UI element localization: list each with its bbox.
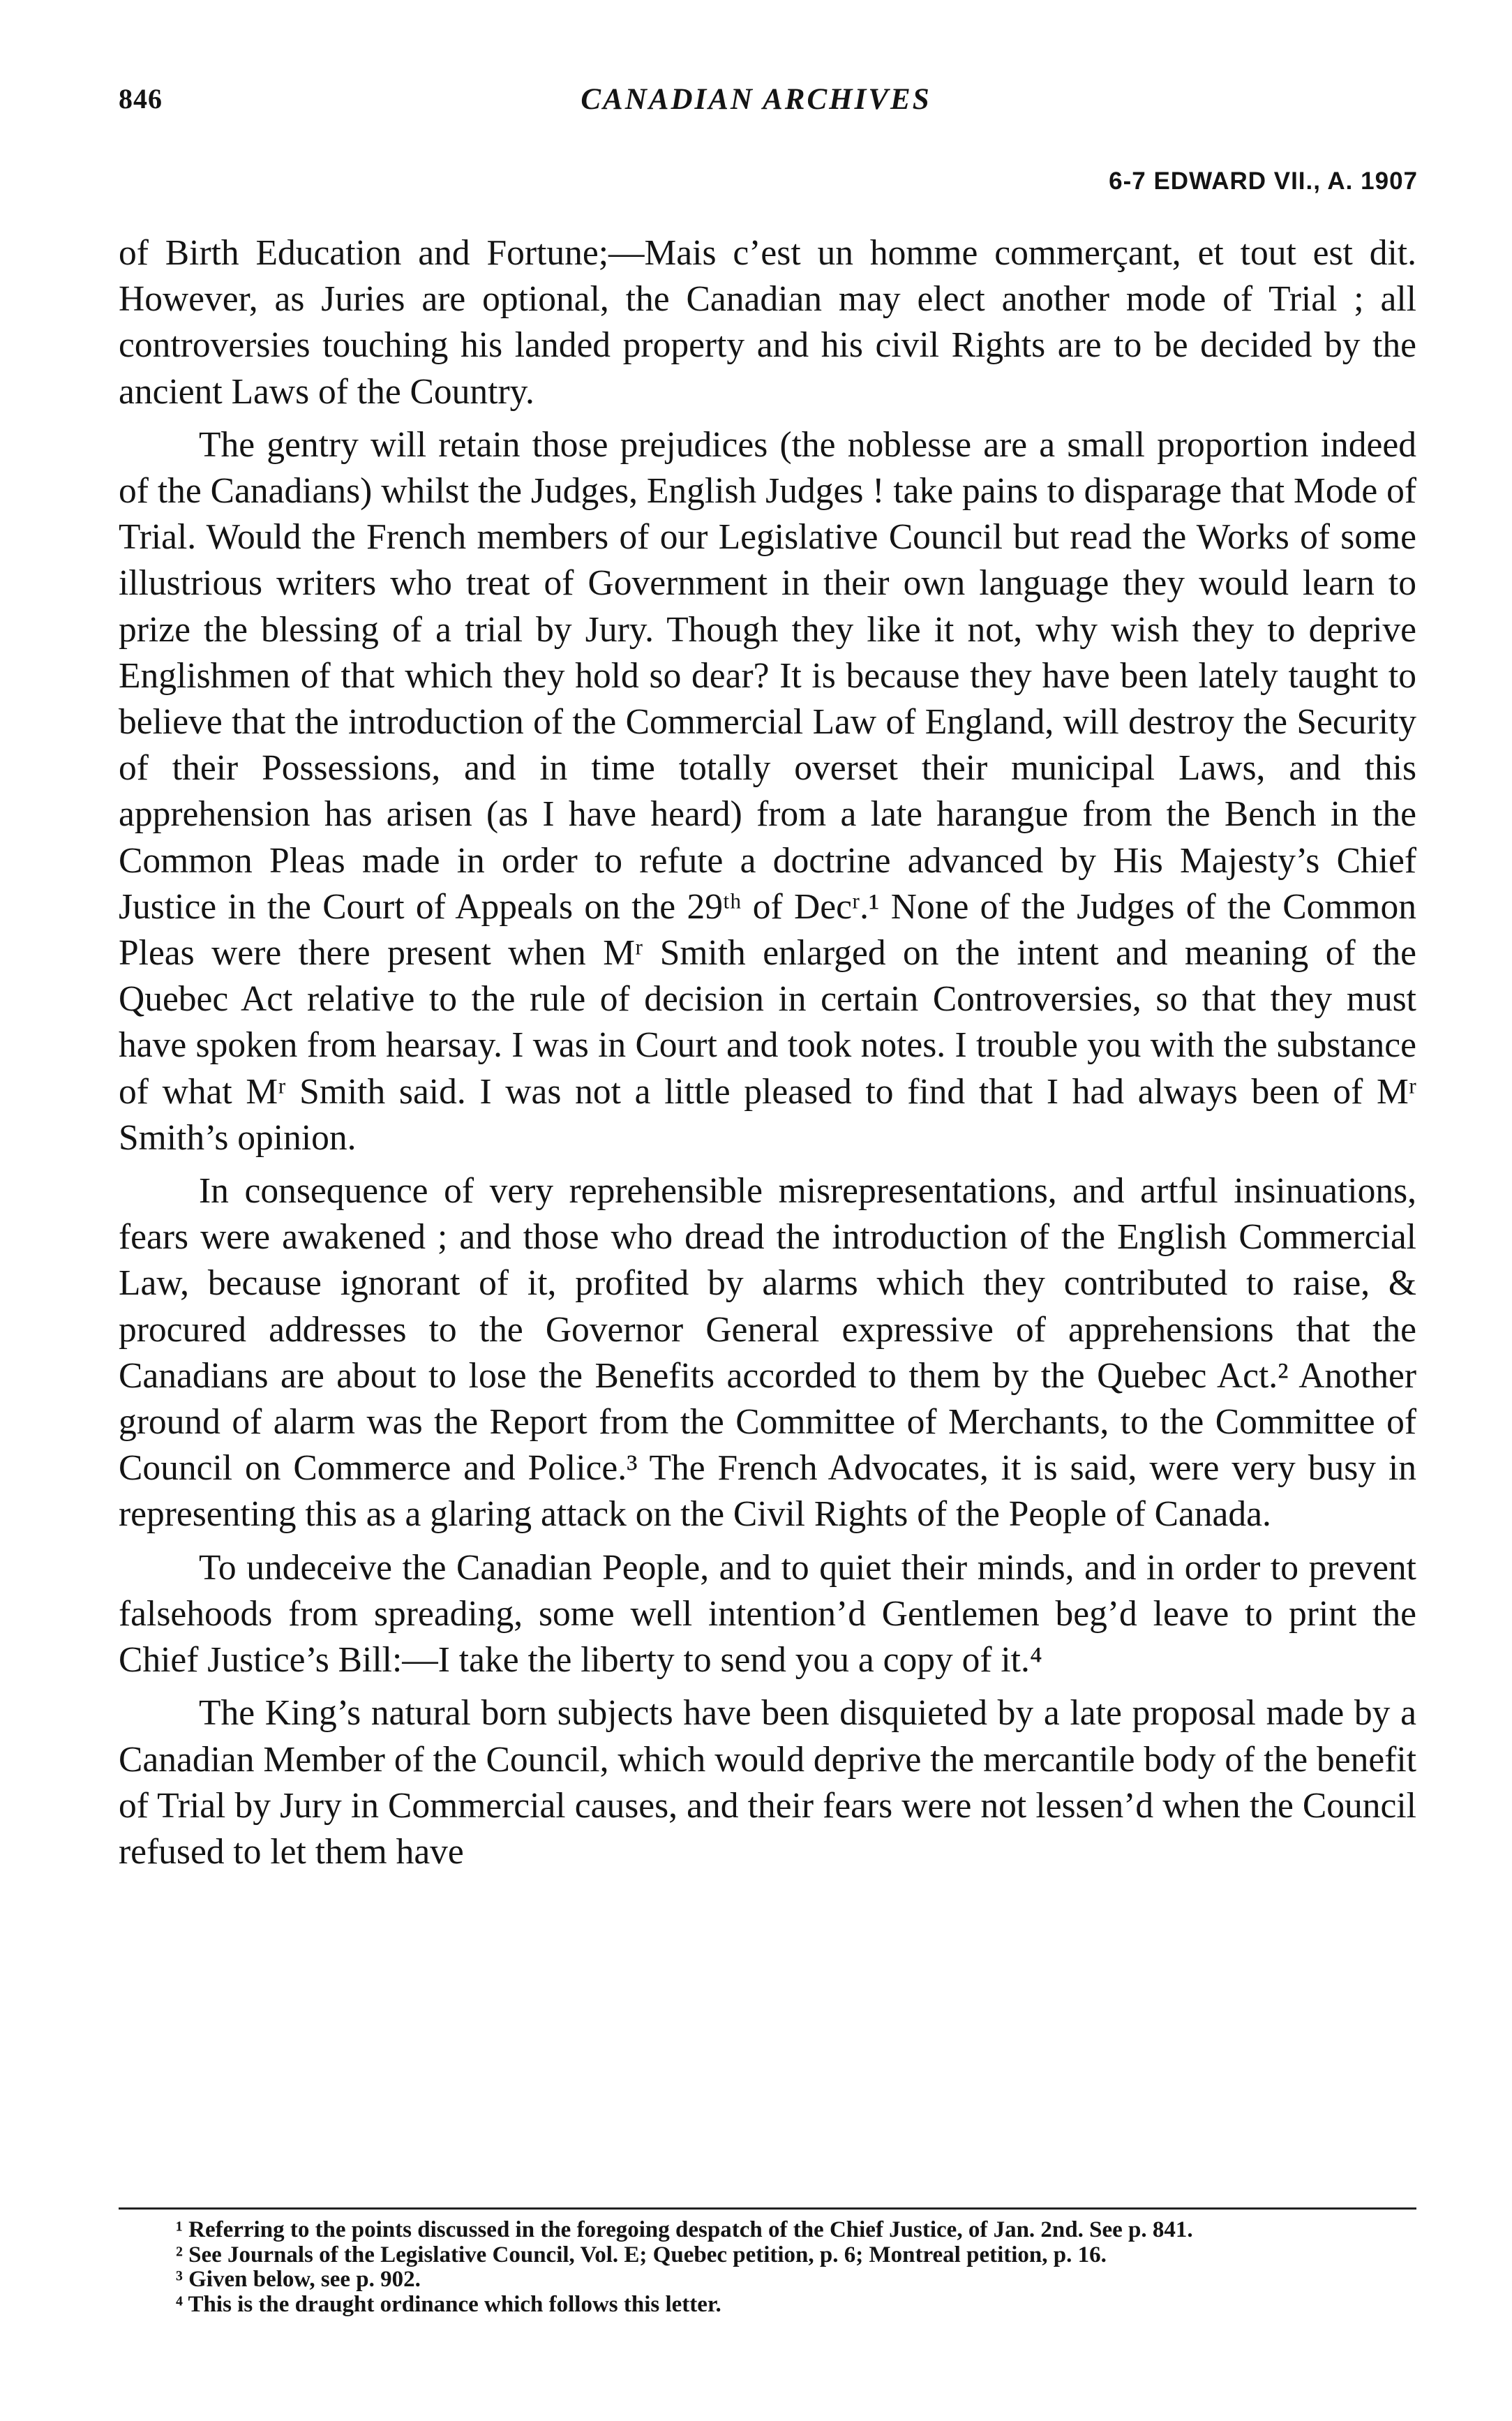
paragraph-5: The King’s natural born subjects have been disquieted by a late proposal made by a Canadian Member of the Council, which would deprive the mercantile body of the benefit of Trial by Jury in Commercial causes, and their fears were not lessen’d when the Council refused to let them have (119, 1693, 1416, 1872)
paragraph-1: of Birth Education and Fortune;—Mais c’est un homme commerçant, et tout est dit. However, as Juries are optional, the Canadian may elect another mode of Trial ; all controversies touching his landed property and his civil Rights are to be decided by the ancient Laws of the Country. (119, 233, 1416, 412)
footnote-1: ¹ Referring to the points discussed in the foregoing despatch of the Chief Justice, of Jan. 2nd. See p. 841. (176, 2217, 1193, 2242)
paragraph-3: In consequence of very reprehensible misrepresentations, and artful insinuations, fears were awakened ; and those who dread the introduction of the English Commercial Law, because ignorant of it, profited by alarms which they contributed to raise, & procured addresses to the Governor General expressive of apprehensions that the Canadians are about to lose the Benefits accorded to them by the Quebec Act.² Another ground of alarm was the Report from the Committee of Merchants, to the Committee of Council on Commerce and Police.³ The French Advocates, it is said, were very busy in representing this as a glaring attack on the Civil Rights of the People of Canada. (119, 1171, 1416, 1535)
footnote-2: ² See Journals of the Legislative Council, Vol. E; Quebec petition, p. 6; Montreal petition, p. 16. (176, 2242, 1107, 2267)
body-text (119, 230, 1416, 1882)
footnotes (119, 2218, 1416, 2317)
page-number: 846 (119, 83, 163, 114)
running-head: CANADIAN ARCHIVES (581, 83, 931, 116)
paragraph-4: To undeceive the Canadian People, and to quiet their minds, and in order to prevent falsehoods from spreading, some well intention’d Gentlemen beg’d leave to print the Chief Justice’s Bill:—I take the liberty to send you a copy of it.⁴ (119, 1547, 1416, 1681)
footnote-3: ³ Given below, see p. 902. (176, 2267, 421, 2292)
session-label: 6-7 EDWARD VII., A. 1907 (1109, 167, 1418, 195)
footnote-divider (119, 2207, 1416, 2210)
footnote-4: ⁴ This is the draught ordinance which follows this letter. (176, 2291, 721, 2317)
paragraph-2: The gentry will retain those prejudices (the noblesse are a small proportion indeed of the Canadians) whilst the Judges, English Judges ! take pains to disparage that Mode of Trial. Would the French members of our Legislative Council but read the Works of some illustrious writers who treat of Government in their own language they would learn to prize the blessing of a trial by Jury. Though they like it not, why wish they to deprive Englishmen of that which they hold so dear? It is because they have been lately taught to believe that the introduction of the Commercial Law of England, will destroy the Security of their Possessions, and in time totally overset their municipal Laws, and this apprehension has arisen (as I have heard) from a late harangue from the Bench in the Common Pleas made in order to refute a doctrine advanced by His Majesty’s Chief Justice in the Court of Appeals on the 29ᵗʰ of Decʳ.¹ None of the Judges of the Common Pleas were there present when Mʳ Smith enlarged on the intent and meaning of the Quebec Act relative to the rule of decision in certain Controversies, so that they must have spoken from hearsay. I was in Court and took notes. I trouble you with the substance of what Mʳ Smith said. I was not a little pleased to find that I had always been of Mʳ Smith’s opinion. (119, 424, 1416, 1158)
